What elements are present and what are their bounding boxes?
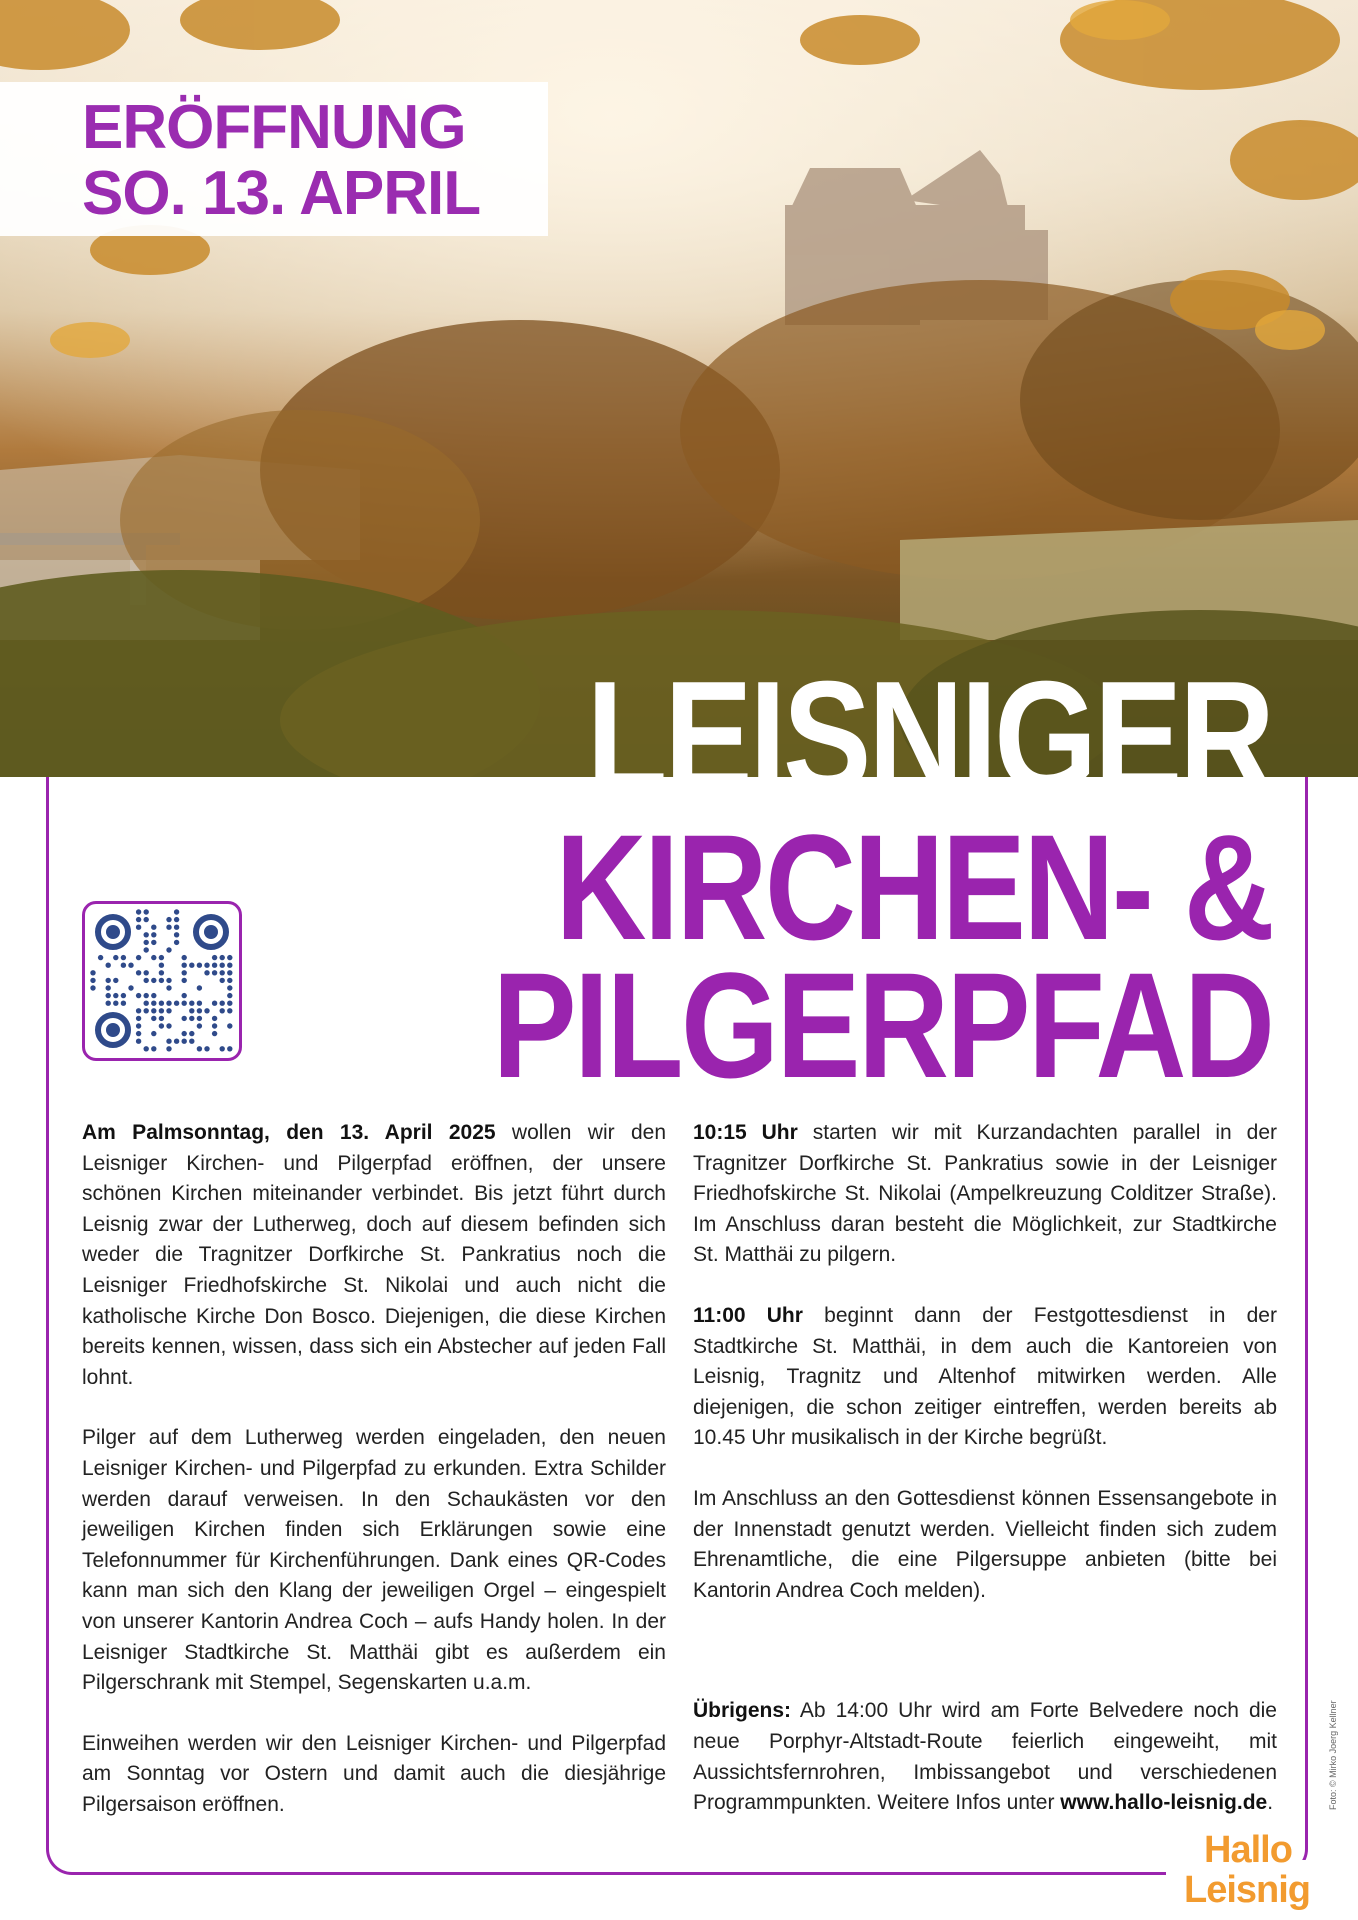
right-text-column bbox=[693, 1118, 1277, 1849]
photo-credit: Foto: © Mirko Joerg Kellner bbox=[1328, 1700, 1338, 1810]
title-line-3: PILGERPFAD bbox=[492, 941, 1272, 1109]
hallo-leisnig-logo: Hallo Leisnig bbox=[1184, 1829, 1311, 1911]
schedule-1015-paragraph: 10:15 Uhr starten wir mit Kurzandachten parallel in der Tragnitzer Dorfkirche St. Pankratius sowie in der Leisniger Friedhofskirche St. Nikolai (Ampelkreuzung Colditzer Straße). Im Anschluss daran besteht die Möglichkeit, zur Stadtkirche St. Matthäi zu pilgern. bbox=[693, 1121, 1277, 1267]
schedule-1100-paragraph: 11:00 Uhr beginnt dann der Festgottesdienst in der Stadtkirche St. Matthäi, in dem auch die Kantoreien von Leisnig, Tragnitz und Altenhof mitwirken werden. Alle diejenigen, die schon zeitiger eintreffen, werden bereits ab 10.45 Uhr musikalisch in der Kirche begrüßt. bbox=[693, 1303, 1277, 1450]
intro-paragraph: Am Palmsonntag, den 13. April 2025 wollen wir den Leisniger Kirchen- und Pilgerpfad eröffnen, der unsere schönen Kirchen miteinander verbindet. Bis jetzt führt durch Leisnig zwar der Lutherweg, doch auf diesem befinden sich weder die Tragnitzer Dorfkirche St. Pankratius noch die Leisniger Friedhofskirche St. Nikolai und auch nicht die katholische Kirche Don Bosco. Diejenigen, die diese Kirchen bereits kennen, wissen, dass sich ein Abstecher auf jeden Fall lohnt. bbox=[82, 1121, 666, 1389]
qr-code-icon bbox=[85, 904, 239, 1058]
left-text-column bbox=[82, 1118, 666, 1850]
inauguration-paragraph: Einweihen werden wir den Leisniger Kirchen- und Pilgerpfad am Sonntag vor Ostern und damit auch die diesjährige Pilgersaison eröffnen. bbox=[82, 1731, 666, 1816]
qr-code[interactable] bbox=[82, 901, 242, 1061]
opening-date: SO. 13. APRIL bbox=[82, 159, 481, 228]
website-link[interactable]: www.hallo-leisnig.de bbox=[1060, 1791, 1268, 1815]
additional-info-paragraph: Übrigens: Ab 14:00 Uhr wird am Forte Belvedere noch die neue Porphyr-Altstadt-Route feierlich eingeweiht, mit Aussichtsfernrohren, Imbissangebot und verschiedenen Programmpunkten. Weitere Infos unter www.hallo-leisnig.de. bbox=[693, 1699, 1277, 1815]
opening-date-box bbox=[0, 82, 548, 236]
intro-date: Am Palmsonntag, den 13. April 2025 bbox=[82, 1121, 496, 1144]
pilgrim-paragraph: Pilger auf dem Lutherweg werden eingeladen, den neuen Leisniger Kirchen- und Pilgerpfad zu erkunden. Extra Schilder werden darauf verweisen. In den Schaukästen vor den jeweiligen Kirchen finden sich Erklärungen sowie eine Telefonnummer für Kirchenführungen. Dank eines QR-Codes kann man sich den Klang der jeweiligen Orgel – eingespielt von unserer Kantorin Andrea Coch – aufs Handy holen. In der Leisniger Stadtkirche St. Matthäi gibt es außerdem ein Pilgerschrank mit Stempel, Segenskarten u.a.m. bbox=[82, 1426, 666, 1695]
opening-label: ERÖFFNUNG bbox=[82, 93, 466, 162]
title-line-2: KIRCHEN- & bbox=[555, 803, 1272, 971]
title-line-1: LEISNIGER bbox=[586, 649, 1272, 825]
food-paragraph: Im Anschluss an den Gottesdienst können Essensangebote in der Innenstadt genutzt werden. Vielleicht finden sich zudem Ehrenamtliche, die eine Pilgersuppe anbieten (bitte bei Kantorin Andrea Coch melden). bbox=[693, 1486, 1277, 1602]
